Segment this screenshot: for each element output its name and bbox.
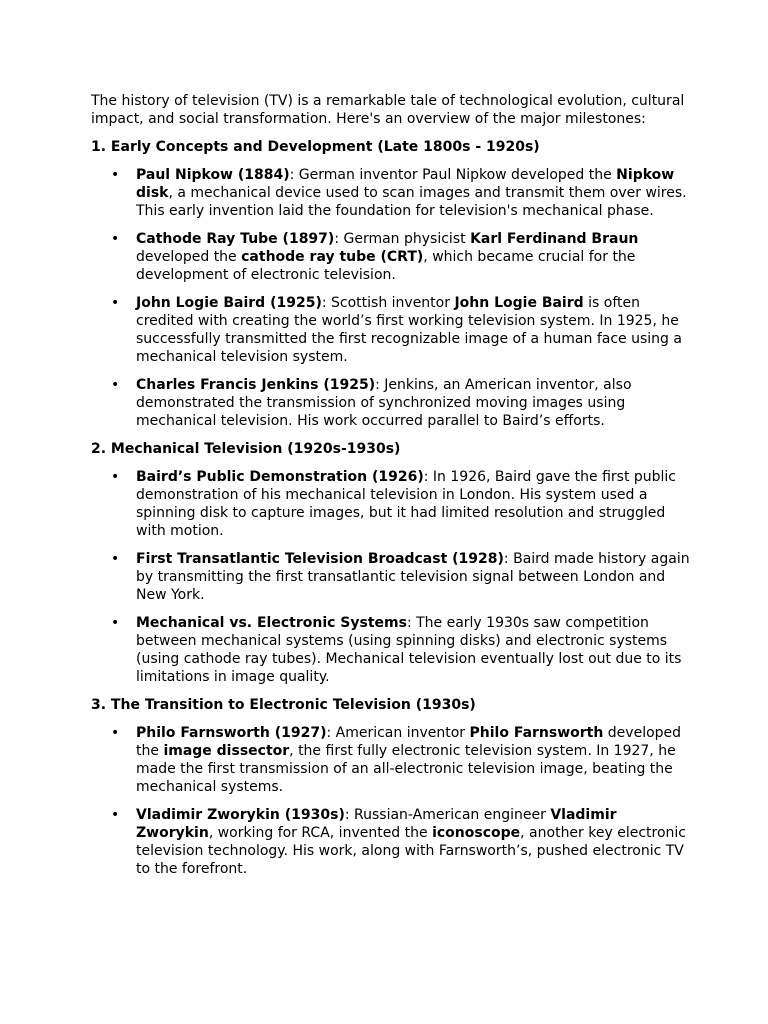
bullet-list: [91, 166, 691, 430]
bold-text: Vladimir Zworykin: [136, 807, 617, 841]
bold-text: First Transatlantic Television Broadcast (1928): [136, 551, 504, 567]
bold-text: Karl Ferdinand Braun: [470, 231, 639, 247]
bullet-icon: •: [111, 725, 120, 741]
bullet-icon: •: [111, 167, 120, 183]
text-run: : American inventor: [326, 725, 470, 741]
text-run: , another key electronic television technology. His work, along with Farnsworth’s, pushed electronic TV to the forefront.: [136, 825, 686, 877]
list-item: [91, 614, 691, 686]
bold-text: Charles Francis Jenkins (1925): [136, 377, 376, 393]
bold-text: Mechanical vs. Electronic Systems: [136, 615, 407, 631]
text-run: , the first fully electronic television system. In 1927, he made the first transmission of an all-electronic television image, beating the mechanical systems.: [136, 743, 676, 795]
list-item: [91, 294, 691, 366]
bold-text: Philo Farnsworth (1927): [136, 725, 327, 741]
bold-text: Cathode Ray Tube (1897): [136, 231, 335, 247]
list-item: [91, 468, 691, 540]
document-body: [91, 92, 691, 888]
bullet-icon: •: [111, 377, 120, 393]
text-run: , which became crucial for the development of electronic television.: [136, 249, 636, 283]
bold-text: Baird’s Public Demonstration (1926): [136, 469, 424, 485]
section-heading: 1. Early Concepts and Development (Late 1800s - 1920s): [91, 139, 540, 155]
bullet-icon: •: [111, 807, 120, 823]
section-heading: 3. The Transition to Electronic Television (1930s): [91, 697, 476, 713]
section-heading: 2. Mechanical Television (1920s-1930s): [91, 441, 401, 457]
bullet-list: [91, 724, 691, 878]
bold-text: John Logie Baird: [454, 295, 584, 311]
bullet-icon: •: [111, 231, 120, 247]
text-run: : Russian-American engineer: [344, 807, 551, 823]
text-run: : German physicist: [334, 231, 471, 247]
bullet-icon: •: [111, 615, 120, 631]
text-run: , working for RCA, invented the: [208, 825, 433, 841]
intro-paragraph: The history of television (TV) is a remarkable tale of technological evolution, cultural impact, and social transformation. Here's an overview of the major milestones:: [91, 93, 685, 127]
list-item: [91, 166, 691, 220]
text-run: : Scottish inventor: [321, 295, 455, 311]
list-item: [91, 550, 691, 604]
bold-text: John Logie Baird (1925): [136, 295, 322, 311]
bold-text: Philo Farnsworth: [469, 725, 604, 741]
bold-text: Paul Nipkow (1884): [136, 167, 290, 183]
text-run: developed the: [136, 725, 682, 759]
text-run: : The early 1930s saw competition between mechanical systems (using spinning disks) and electronic systems (using cathode ray tubes). Mechanical television eventually lost out due to its limitations in image quality.: [136, 615, 682, 685]
bold-text: Vladimir Zworykin (1930s): [136, 807, 345, 823]
bullet-icon: •: [111, 295, 120, 311]
bold-text: cathode ray tube (CRT): [241, 249, 424, 265]
list-item: [91, 724, 691, 796]
text-run: : In 1926, Baird gave the first public demonstration of his mechanical television in London. His system used a spinning disk to capture images, but it had limited resolution and struggled with motion.: [136, 469, 677, 539]
list-item: [91, 230, 691, 284]
text-run: : Jenkins, an American inventor, also demonstrated the transmission of synchronized moving images using mechanical television. His work occurred parallel to Baird’s efforts.: [136, 377, 632, 429]
bullet-list: [91, 468, 691, 686]
bold-text: Nipkow disk: [136, 167, 675, 201]
bullet-icon: •: [111, 551, 120, 567]
text-run: developed the: [136, 249, 242, 265]
bold-text: image dissector: [163, 743, 290, 759]
list-item: [91, 376, 691, 430]
list-item: [91, 806, 691, 878]
text-run: : German inventor Paul Nipkow developed the: [289, 167, 617, 183]
text-run: : Baird made history again by transmitting the first transatlantic television signal between London and New York.: [136, 551, 690, 603]
text-run: , a mechanical device used to scan images and transmit them over wires. This early invention laid the foundation for television's mechanical phase.: [136, 185, 687, 219]
text-run: is often credited with creating the world’s first working television system. In 1925, he successfully transmitted the first recognizable image of a human face using a mechanical television system.: [136, 295, 682, 365]
bold-text: iconoscope: [432, 825, 521, 841]
bullet-icon: •: [111, 469, 120, 485]
